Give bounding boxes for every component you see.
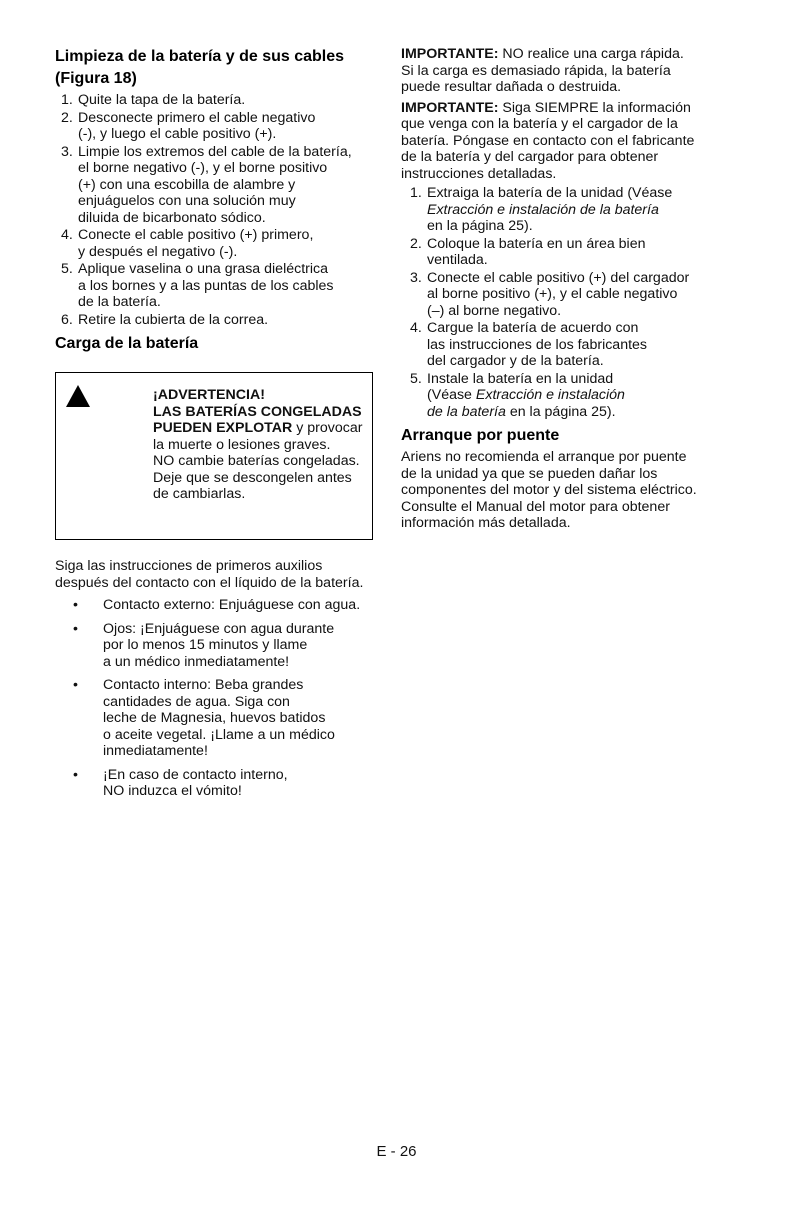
warning-line: NO cambie baterías congeladas.: [153, 453, 360, 469]
italic-reference: de la batería: [427, 403, 506, 420]
text-line: Quite la tapa de la batería.: [78, 92, 246, 108]
warning-lines: [153, 437, 366, 503]
text-line: Siga las instrucciones de primeros auxilios: [55, 558, 323, 574]
text-line: ventilada.: [427, 252, 488, 268]
warning-line: la muerte o lesiones graves.: [153, 436, 331, 453]
warning-line: de cambiarlas.: [153, 486, 246, 502]
list-item: [55, 597, 377, 614]
text-line: que venga con la batería y el cargador de la: [401, 116, 678, 132]
text-line: en la página 25).: [505, 403, 616, 420]
text-line: (+) con una escobilla de alambre y: [78, 176, 296, 193]
first-aid-list: [55, 597, 377, 800]
text-line: componentes del motor y del sistema eléctrico.: [401, 482, 697, 498]
warning-heading: ¡ADVERTENCIA!: [153, 387, 265, 403]
list-item: [55, 767, 377, 800]
text-line: instrucciones detalladas.: [401, 165, 557, 182]
title-line: (Figura 18): [55, 70, 137, 87]
text-line: Cargue la batería de acuerdo con: [427, 320, 639, 336]
list-item: [55, 621, 377, 671]
left-column: [55, 46, 377, 807]
list-item: 3. Conecte el cable positivo (+) del cargador al borne positivo (+), y el cable negativo (–) al borne negativo.: [410, 269, 690, 319]
text-line: a un médico inmediatamente!: [103, 653, 290, 670]
text-line: Si la carga es demasiado rápida, la batería: [401, 62, 671, 79]
text-line: Siga SIEMPRE la información: [498, 99, 691, 116]
title-line: Limpieza de la batería y de sus cables: [55, 48, 345, 65]
text-line: Contacto interno: Beba grandes: [103, 677, 304, 693]
bullet-icon: •: [73, 597, 78, 613]
right-column: [401, 46, 727, 532]
text-line: el borne negativo (-), y el borne positivo: [78, 160, 328, 176]
text-line: NO induzca el vómito!: [103, 783, 242, 799]
text-line: de la batería y del cargador para obtener: [401, 149, 659, 165]
text-line: del cargador y de la batería.: [427, 353, 604, 369]
list-item: [55, 677, 377, 760]
important-note-1: [401, 46, 727, 96]
text-line: Retire la cubierta de la correa.: [78, 311, 269, 328]
italic-reference: Extracción e instalación de la batería: [427, 201, 659, 218]
text-line: Instale la batería en la unidad: [427, 370, 614, 387]
important-label: IMPORTANTE:: [401, 46, 499, 62]
warning-bold-phrase: PUEDEN EXPLOTAR: [153, 420, 293, 436]
section-title-battery-cleaning: [55, 46, 377, 90]
text-line: Ojos: ¡Enjuáguese con agua durante: [103, 620, 335, 637]
text-line: a los bornes y a las puntas de los cables: [78, 277, 334, 294]
page-number: E - 26: [376, 1143, 417, 1160]
italic-reference: Extracción e instalación: [475, 387, 625, 403]
warning-text: [153, 387, 366, 503]
cleaning-steps: [55, 92, 377, 328]
text-line: (Véase: [427, 387, 476, 403]
text-line: en la página 25).: [427, 218, 533, 234]
text-line: leche de Magnesia, huevos batidos: [103, 710, 326, 726]
text-line: (–) al borne negativo.: [427, 302, 562, 319]
step-number: 6.: [61, 311, 73, 328]
text-line: las instrucciones de los fabricantes: [427, 336, 648, 353]
text-line: Aplique vaselina o una grasa dieléctrica: [78, 261, 329, 277]
list-item: [55, 110, 377, 143]
section-title-battery-charging: Carga de la batería: [55, 335, 199, 352]
step-number: 1.: [61, 92, 73, 108]
text-line: Extraiga la batería de la unidad (Véase: [427, 185, 673, 201]
text-line: Consulte el Manual del motor para obtener: [401, 498, 670, 515]
jump-start-text: [401, 449, 727, 532]
bullet-icon: •: [73, 620, 78, 637]
list-item: [55, 261, 377, 311]
list-item: 5. Instale la batería en la unidad (Véase Extracción e instalación de la batería en la página 25).: [410, 370, 625, 420]
text-line: Conecte el cable positivo (+) del cargador: [427, 269, 690, 286]
text-line: puede resultar dañada o destruida.: [401, 79, 622, 95]
warning-line: [153, 420, 366, 437]
text-line: y después el negativo (-).: [78, 243, 238, 260]
text-line: ¡En caso de contacto interno,: [103, 766, 288, 783]
text-line: Limpie los extremos del cable de la batería,: [78, 143, 352, 160]
bullet-icon: •: [73, 677, 78, 693]
text-line: diluida de bicarbonato sódico.: [78, 209, 266, 226]
important-label: IMPORTANTE:: [401, 99, 499, 116]
text-line: al borne positivo (+), y el cable negativo: [427, 286, 678, 302]
text-line: información más detallada.: [401, 515, 571, 531]
important-note-2: [401, 100, 727, 183]
step-number: 5.: [61, 261, 73, 277]
step-number: 3.: [61, 143, 73, 160]
warning-box: [55, 372, 373, 540]
step-number: 2.: [61, 109, 73, 126]
text-line: batería. Póngase en contacto con el fabricante: [401, 132, 695, 149]
list-item: 1. Extraiga la batería de la unidad (Véase Extracción e instalación de la batería en la página 25).: [410, 185, 673, 234]
bullet-icon: •: [73, 766, 78, 783]
text-line: de la batería.: [78, 294, 161, 310]
list-item: [55, 92, 377, 109]
warning-line: Deje que se descongelen antes: [153, 469, 352, 486]
list-item: 2. Coloque la batería en un área bien ventilada.: [410, 235, 646, 268]
section-title-jump-start: Arranque por puente: [401, 427, 560, 444]
text-line: Contacto externo: Enjuáguese con agua.: [103, 597, 361, 613]
first-aid-intro: [55, 558, 377, 591]
text-line: enjuáguelos con una solución muy: [78, 193, 296, 209]
text-line: (-), y luego el cable positivo (+).: [78, 126, 277, 142]
text-line: después del contacto con el líquido de la batería.: [55, 574, 364, 591]
list-item: [55, 144, 377, 227]
charging-steps: [401, 185, 727, 420]
text-line: Ariens no recomienda el arranque por puente: [401, 449, 687, 465]
list-item: [55, 312, 377, 329]
text-line: NO realice una carga rápida.: [498, 46, 684, 62]
step-number: 4.: [61, 227, 73, 243]
text-line: Desconecte primero el cable negativo: [78, 109, 316, 126]
warning-bold-line: LAS BATERÍAS CONGELADAS: [153, 403, 362, 420]
text-line: Conecte el cable positivo (+) primero,: [78, 227, 314, 243]
text-line: Coloque la batería en un área bien: [427, 235, 646, 252]
text-line: de la unidad ya que se pueden dañar los: [401, 465, 658, 482]
text-line: o aceite vegetal. ¡Llame a un médico: [103, 726, 335, 743]
warning-triangle-icon: [66, 385, 90, 407]
text-line: cantidades de agua. Siga con: [103, 693, 290, 710]
text-line: inmediatamente!: [103, 743, 208, 759]
warning-rest: y provocar: [292, 420, 363, 436]
list-item: [55, 227, 377, 260]
list-item: 4. Cargue la batería de acuerdo con las instrucciones de los fabricantes del cargador y de la batería.: [410, 320, 648, 369]
text-line: por lo menos 15 minutos y llame: [103, 637, 308, 653]
